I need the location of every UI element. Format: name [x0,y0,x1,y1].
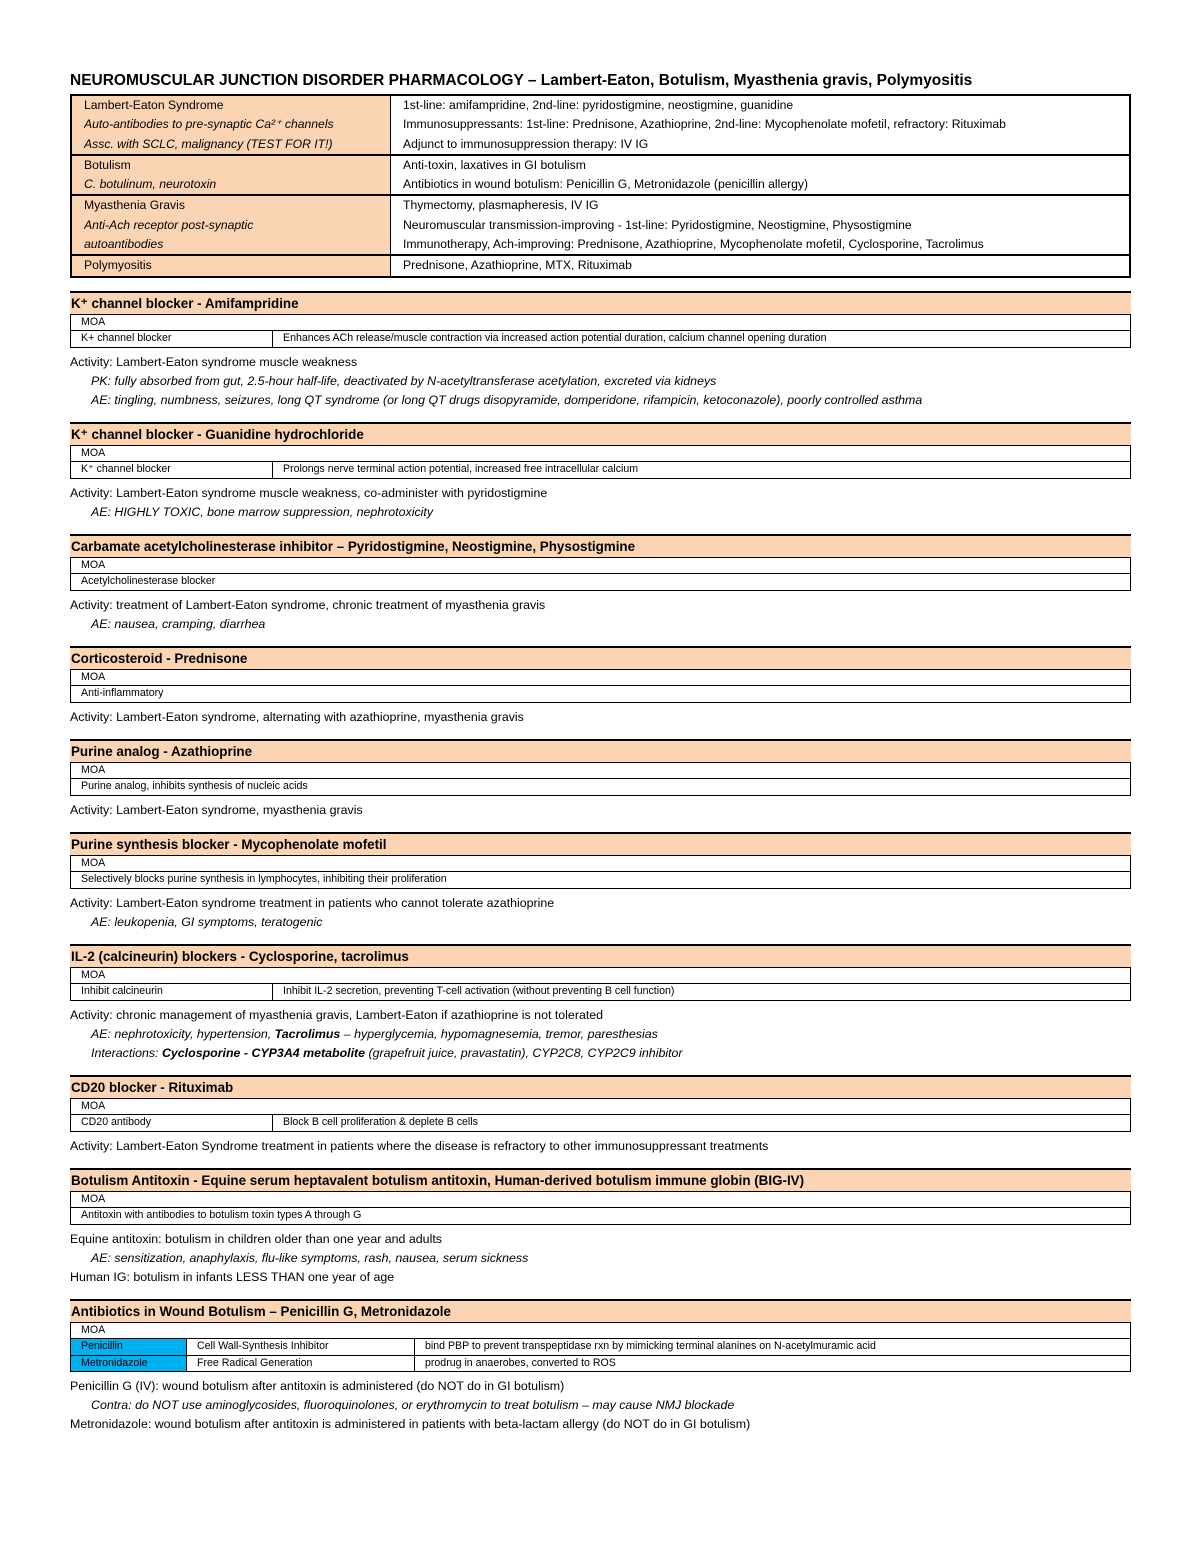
activity-block [70,348,1131,410]
moa-mechanism: Enhances ACh release/muscle contraction via increased action potential duration, calcium channel opening duration [273,331,1131,348]
disease-cause: autoantibodies [84,237,164,252]
section-header: K⁺ channel blocker - Amifampridine [70,291,1131,314]
section-header: Carbamate acetylcholinesterase inhibitor – Pyridostigmine, Neostigmine, Physostigmine [70,534,1131,557]
moa-label: MOA [71,855,1131,872]
moa-mechanism: Inhibit IL-2 secretion, preventing T-cell activation (without preventing B cell function) [273,984,1131,1001]
drug-class: Cell Wall-Synthesis Inhibitor [187,1339,415,1356]
moa-label: MOA [71,669,1131,686]
moa-table [70,557,1131,591]
summary-treatment-cell [391,255,1131,276]
ae-suffix: – hyperglycemia, hypomagnesemia, tremor, paresthesias [340,1026,658,1041]
section-header: Purine analog - Azathioprine [70,739,1131,762]
section-amifampridine [70,291,1131,410]
ae-text: AE: sensitization, anaphylaxis, flu-like symptoms, rash, nausea, serum sickness [91,1250,529,1265]
moa-table [70,1322,1131,1373]
penicillin-text: Penicillin G (IV): wound botulism after antitoxin is administered (do NOT do in GI botulism) [70,1379,565,1394]
interactions-text [70,1044,1131,1063]
summary-row-polymyositis [71,255,1130,276]
table-row [71,1355,1131,1372]
moa-label: MOA [71,967,1131,984]
activity-block [70,1132,1131,1156]
treatment-line: Anti-toxin, laxatives in GI botulism [403,157,586,172]
disease-cause: Anti-Ach receptor post-synaptic [84,217,254,232]
moa-table [70,967,1131,1001]
activity-text: Activity: Lambert-Eaton syndrome, myasthenia gravis [70,802,363,817]
equine-text: Equine antitoxin: botulism in children older than one year and adults [70,1231,442,1246]
section-header: CD20 blocker - Rituximab [70,1075,1131,1098]
summary-disease-cell [71,155,391,196]
section-antitoxin [70,1168,1131,1287]
summary-row-myasthenia-gravis [71,195,1130,255]
treatment-line: Prednisone, Azathioprine, MTX, Rituximab [403,258,632,273]
activity-text: Activity: treatment of Lambert-Eaton syndrome, chronic treatment of myasthenia gravis [70,597,546,612]
moa-label: MOA [71,1098,1131,1115]
moa-mechanism: Block B cell proliferation & deplete B cells [273,1115,1131,1132]
moa-target: CD20 antibody [71,1115,273,1132]
activity-block [70,1225,1131,1287]
moa-mechanism: Purine analog, inhibits synthesis of nucleic acids [71,779,1131,796]
activity-block [70,1001,1131,1063]
moa-label: MOA [71,762,1131,779]
moa-label: MOA [71,557,1131,574]
moa-target: Inhibit calcineurin [71,984,273,1001]
metronidazole-text: Metronidazole: wound botulism after antitoxin is administered in patients with beta-lactam allergy (do NOT do in GI botulism) [70,1417,751,1432]
treatment-line: 1st-line: amifampridine, 2nd-line: pyridostigmine, neostigmine, guanidine [403,98,794,112]
moa-label: MOA [71,314,1131,331]
section-header: Purine synthesis blocker - Mycophenolate mofetil [70,832,1131,855]
section-header: Antibiotics in Wound Botulism – Penicillin G, Metronidazole [70,1299,1131,1322]
moa-label: MOA [71,1322,1131,1339]
section-mycophenolate [70,832,1131,932]
contra-text: Contra: do NOT use aminoglycosides, fluoroquinolones, or erythromycin to treat botulism – may cause NMJ blockade [91,1398,735,1413]
moa-table [70,855,1131,889]
treatment-line: Immunotherapy, Ach-improving: Prednisone, Azathioprine, Mycophenolate mofetil, Cyclosporine, Tacrolimus [403,237,984,252]
section-carbamate [70,534,1131,634]
activity-block [70,889,1131,932]
moa-table [70,669,1131,703]
activity-block [70,703,1131,727]
disease-name: Myasthenia Gravis [84,198,185,213]
section-prednisone [70,646,1131,727]
human-ig-text: Human IG: botulism in infants LESS THAN one year of age [70,1269,395,1284]
activity-block [70,591,1131,634]
treatment-line: Thymectomy, plasmapheresis, IV IG [403,198,599,213]
disease-cause: Auto-antibodies to pre-synaptic Ca²⁺ channels [84,117,334,132]
ae-text [70,1025,1131,1044]
document-page [70,70,1131,1434]
page-title: NEUROMUSCULAR JUNCTION DISORDER PHARMACOLOGY – Lambert-Eaton, Botulism, Myasthenia gravis, Polymyositis [70,72,973,89]
summary-disease-cell [71,255,391,276]
section-rituximab [70,1075,1131,1156]
summary-disease-cell [71,95,391,155]
activity-text: Activity: Lambert-Eaton syndrome, alternating with azathioprine, myasthenia gravis [70,709,524,724]
section-antibiotics [70,1299,1131,1435]
interactions-suffix: (grapefruit juice, pravastatin), CYP2C8, CYP2C9 inhibitor [365,1045,683,1060]
section-guanidine [70,422,1131,522]
interactions-prefix: Interactions: [91,1045,162,1060]
treatment-line: Immunosuppressants: 1st-line: Prednisone, Azathioprine, 2nd-line: Mycophenolate mofetil, refractory: Rituximab [403,117,1006,132]
drug-mechanism: bind PBP to prevent transpeptidase rxn by mimicking terminal alanines on N-acetylmuramic acid [415,1339,1131,1356]
moa-table [70,762,1131,796]
ae-text: AE: HIGHLY TOXIC, bone marrow suppression, nephrotoxicity [91,504,434,519]
interactions-emphasis: Cyclosporine - CYP3A4 metabolite [161,1045,366,1060]
activity-block [70,796,1131,820]
treatment-line: Adjunct to immunosuppression therapy: IV IG [403,136,649,151]
pk-text: PK: fully absorbed from gut, 2.5-hour half-life, deactivated by N-acetyltransferase acetylation, excreted via kidneys [91,373,717,388]
moa-target: K⁺ channel blocker [71,462,273,479]
table-row [71,1339,1131,1356]
drug-name: Metronidazole [71,1355,187,1372]
summary-treatment-cell [391,95,1131,155]
section-header: IL-2 (calcineurin) blockers - Cyclosporine, tacrolimus [70,944,1131,967]
summary-treatment-cell [391,195,1131,255]
ae-text: AE: leukopenia, GI symptoms, teratogenic [91,914,323,929]
moa-mechanism: Selectively blocks purine synthesis in lymphocytes, inhibiting their proliferation [71,872,1131,889]
section-header: K⁺ channel blocker - Guanidine hydrochloride [70,422,1131,445]
moa-table [70,1098,1131,1132]
activity-text: Activity: Lambert-Eaton syndrome treatment in patients who cannot tolerate azathioprine [70,895,555,910]
moa-mechanism: Anti-inflammatory [71,686,1131,703]
moa-target: K+ channel blocker [71,331,273,348]
ae-prefix: AE: nephrotoxicity, hypertension, [91,1026,275,1041]
moa-table [70,314,1131,348]
section-header: Corticosteroid - Prednisone [70,646,1131,669]
disease-name: Polymyositis [84,258,152,273]
moa-label: MOA [71,1191,1131,1208]
ae-emphasis: Tacrolimus [274,1026,341,1041]
disease-association: Assc. with SCLC, malignancy (TEST FOR IT!) [84,136,333,151]
drug-mechanism: prodrug in anaerobes, converted to ROS [415,1355,1131,1372]
treatment-line: Antibiotics in wound botulism: Penicillin G, Metronidazole (penicillin allergy) [403,177,809,192]
disease-name: Lambert-Eaton Syndrome [84,98,224,112]
drug-name: Penicillin [71,1339,187,1356]
summary-treatment-cell [391,155,1131,196]
treatment-line: Neuromuscular transmission-improving - 1st-line: Pyridostigmine, Neostigmine, Physostigmine [403,217,912,232]
disease-name: Botulism [84,157,131,172]
moa-mechanism: Acetylcholinesterase blocker [71,574,1131,591]
ae-text: AE: nausea, cramping, diarrhea [91,616,266,631]
activity-text: Activity: Lambert-Eaton syndrome muscle weakness, co-administer with pyridostigmine [70,485,548,500]
moa-mechanism: Antitoxin with antibodies to botulism toxin types A through G [71,1208,1131,1225]
disease-cause: C. botulinum, neurotoxin [84,177,217,192]
moa-table [70,445,1131,479]
activity-text: Activity: chronic management of myasthenia gravis, Lambert-Eaton if azathioprine is not tolerated [70,1007,604,1022]
summary-row-botulism [71,155,1130,196]
section-header: Botulism Antitoxin - Equine serum heptavalent botulism antitoxin, Human-derived botulism immune globin (BIG-IV) [70,1168,1131,1191]
moa-mechanism: Prolongs nerve terminal action potential, increased free intracellular calcium [273,462,1131,479]
drug-class: Free Radical Generation [187,1355,415,1372]
moa-label: MOA [71,445,1131,462]
activity-text: Activity: Lambert-Eaton Syndrome treatment in patients where the disease is refractory to other immunosuppressant treatments [70,1138,769,1153]
activity-text: Activity: Lambert-Eaton syndrome muscle weakness [70,354,358,369]
moa-table [70,1191,1131,1225]
ae-text: AE: tingling, numbness, seizures, long QT syndrome (or long QT drugs disopyramide, domperidone, rifampicin, ketoconazole), poorly controlled asthma [91,392,923,407]
summary-disease-cell [71,195,391,255]
activity-block [70,479,1131,522]
summary-row-lambert-eaton [71,95,1130,155]
section-calcineurin [70,944,1131,1063]
summary-table [70,94,1131,278]
section-azathioprine [70,739,1131,820]
activity-block [70,1372,1131,1434]
